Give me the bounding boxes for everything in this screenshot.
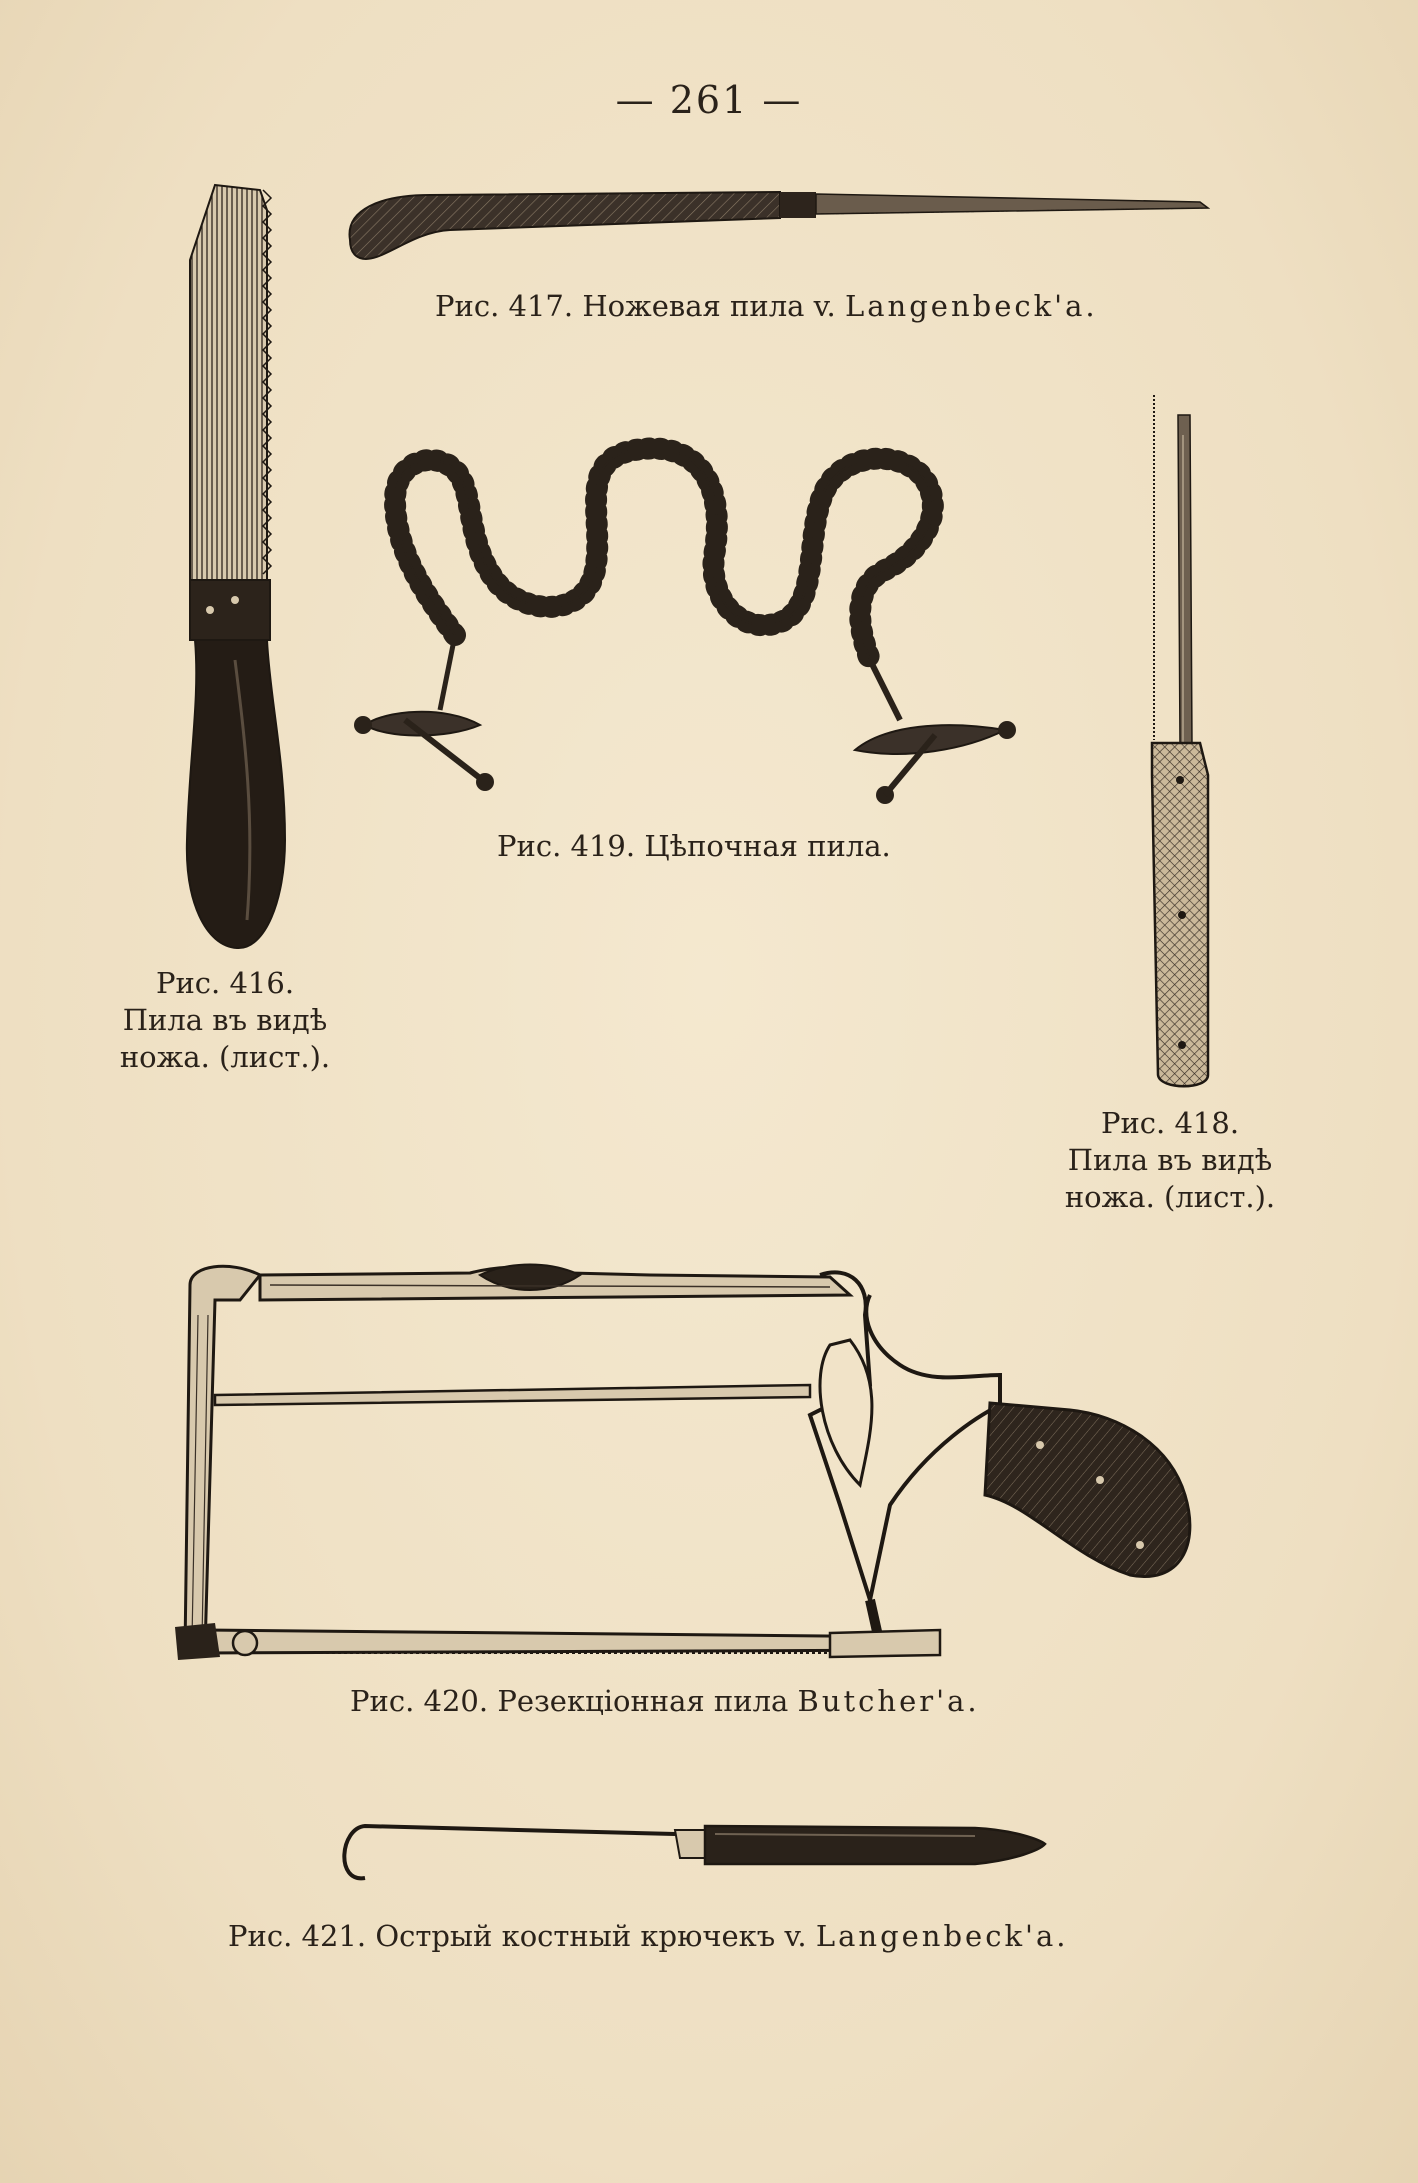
figure-420-frame-saw — [170, 1255, 1200, 1670]
caption-417 — [435, 288, 1098, 325]
caption-416-line2: Пила въ видѣ — [122, 1003, 328, 1037]
caption-421 — [228, 1918, 1069, 1955]
caption-417-name: Langenbeck'a. — [845, 289, 1098, 323]
caption-419 — [497, 828, 891, 865]
figure-418-knife-saw — [1140, 395, 1230, 1095]
page-number: — 261 — — [615, 78, 803, 122]
caption-420-text: Резекціонная пила — [497, 1684, 798, 1718]
caption-421-name: Langenbeck'a. — [815, 1919, 1069, 1953]
caption-419-label: Рис. 419. — [497, 829, 636, 863]
caption-420 — [350, 1683, 980, 1720]
caption-416-line1: Рис. 416. — [155, 966, 295, 1000]
caption-420-name: Butcher'a. — [797, 1684, 980, 1718]
caption-416 — [95, 965, 355, 1076]
figure-419-chain-saw — [345, 420, 1025, 820]
caption-421-text: Острый костный крючекъ v. — [375, 1919, 816, 1953]
figure-421-bone-hook — [335, 1808, 1055, 1898]
caption-420-label: Рис. 420. — [350, 1684, 489, 1718]
caption-419-text: Цѣпочная пила. — [644, 829, 891, 863]
caption-418-line2: Пила въ видѣ — [1067, 1143, 1273, 1177]
figure-417-knife-saw — [340, 180, 1210, 280]
caption-417-label: Рис. 417. — [435, 289, 574, 323]
caption-418-line1: Рис. 418. — [1100, 1106, 1240, 1140]
figure-416-knife-saw — [175, 180, 295, 955]
caption-421-label: Рис. 421. — [228, 1919, 367, 1953]
caption-416-line3: ножа. (лист.). — [119, 1040, 331, 1074]
caption-418-line3: ножа. (лист.). — [1064, 1180, 1276, 1214]
caption-417-text: Ножевая пила v. — [582, 289, 845, 323]
caption-418 — [1040, 1105, 1300, 1216]
